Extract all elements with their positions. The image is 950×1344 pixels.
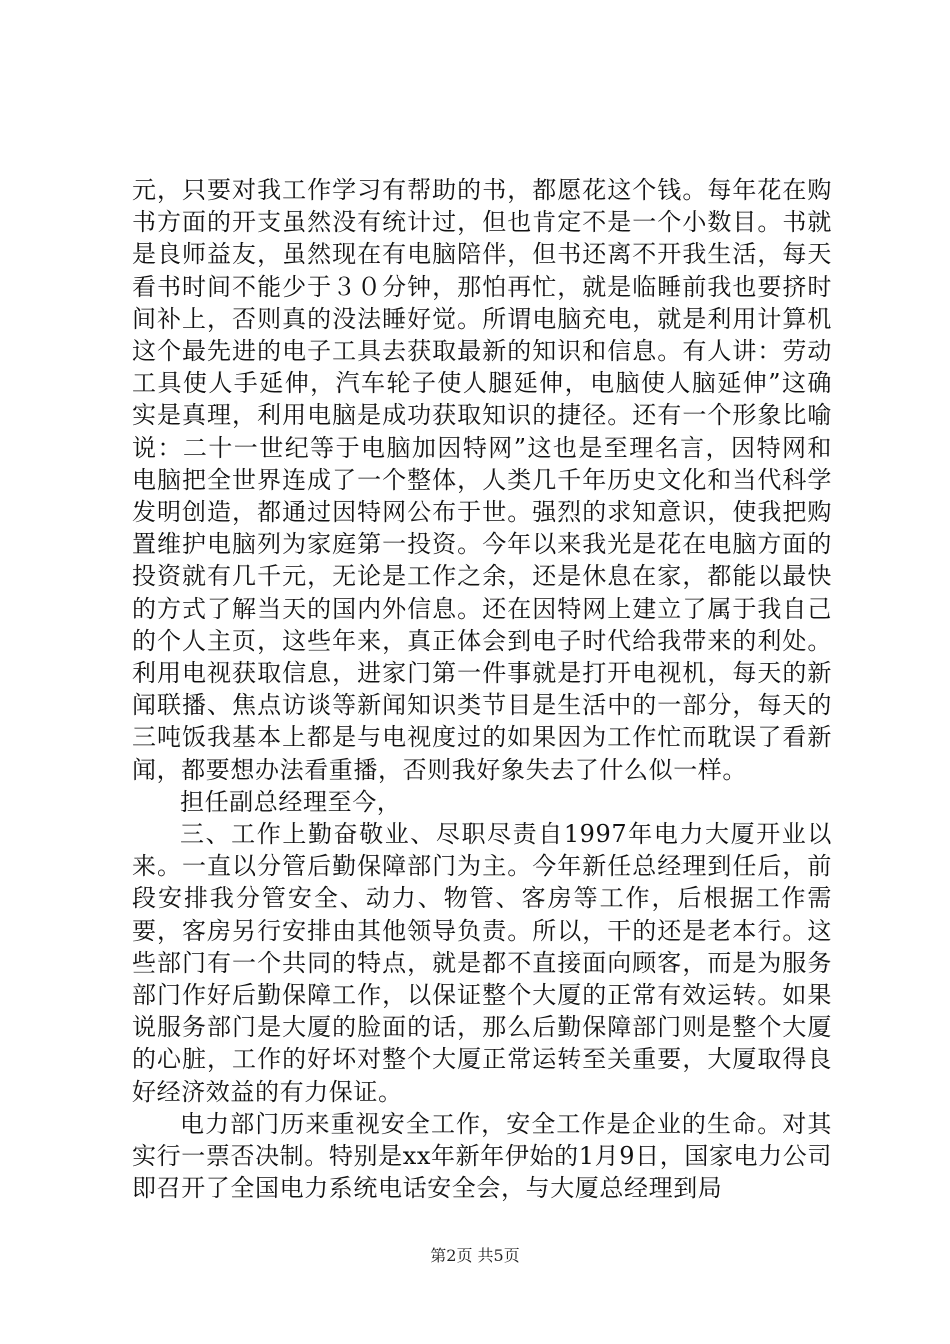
paragraph-safety: 电力部门历来重视安全工作，安全工作是企业的生命。对其实行一票否决制。特别是xx年新年伊始的1月9日，国家电力公司即召开了全国电力系统电话安全会，与大厦总经理到局 — [132, 1109, 832, 1203]
paragraph-appointment: 担任副总经理至今， — [180, 787, 402, 816]
paragraph-continued: 元，只要对我工作学习有帮助的书，都愿花这个钱。每年花在购书方面的开支虽然没有统计过，但也肯定不是一个小数目。书就是良师益友，虽然现在有电脑陪伴，但书还离不开我生活，每天看书时间不能少于３０分钟，那怕再忙，就是临睡前我也要挤时间补上，否则真的没法睡好觉。所谓电脑充电，就是利用计算机这个最先进的电子工具去获取最新的知识和信息。有人讲：劳动工具使人手延伸，汽车轮子使人腿延伸，电脑使人脑延伸”这确实是真理，利用电脑是成功获取知识的捷径。还有一个形象比喻说：二十一世纪等于电脑加因特网”这也是至理名言，因特网和电脑把全世界连成了一个整体，人类几千年历史文化和当代科学发明创造，都通过因特网公布于世。强烈的求知意识，使我把购置维护电脑列为家庭第一投资。今年以来我光是花在电脑方面的投资就有几千元，无论是工作之余，还是休息在家，都能以最快的方式了解当天的国内外信息。还在因特网上建立了属于我自己的个人主页，这些年来，真正体会到电子时代给我带来的利处。利用电视获取信息，进家门第一件事就是打开电视机，每天的新闻联播、焦点访谈等新闻知识类节目是生活中的一部分，每天的三吨饭我基本上都是与电视度过的如果因为工作忙而耽误了看新闻，都要想办法看重播，否则我好象失去了什么似一样。 — [132, 176, 832, 784]
document-body — [132, 174, 832, 1205]
paragraph-section-three: 三、工作上勤奋敬业、尽职尽责自1997年电力大厦开业以来。一直以分管后勤保障部门为主。今年新任总经理到任后，前段安排我分管安全、动力、物管、客房等工作，后根据工作需要，客房另行安排由其他领导负责。所以，干的还是老本行。这些部门有一个共同的特点，就是都不直接面向顾客，而是为服务部门作好后勤保障工作，以保证整个大厦的正常有效运转。如果说服务部门是大厦的脸面的话，那么后勤保障部门则是整个大厦的心脏，工作的好坏对整个大厦正常运转至关重要，大厦取得良好经济效益的有力保证。 — [132, 820, 832, 1106]
page-number-footer: 第2页 共5页 — [430, 1246, 520, 1265]
